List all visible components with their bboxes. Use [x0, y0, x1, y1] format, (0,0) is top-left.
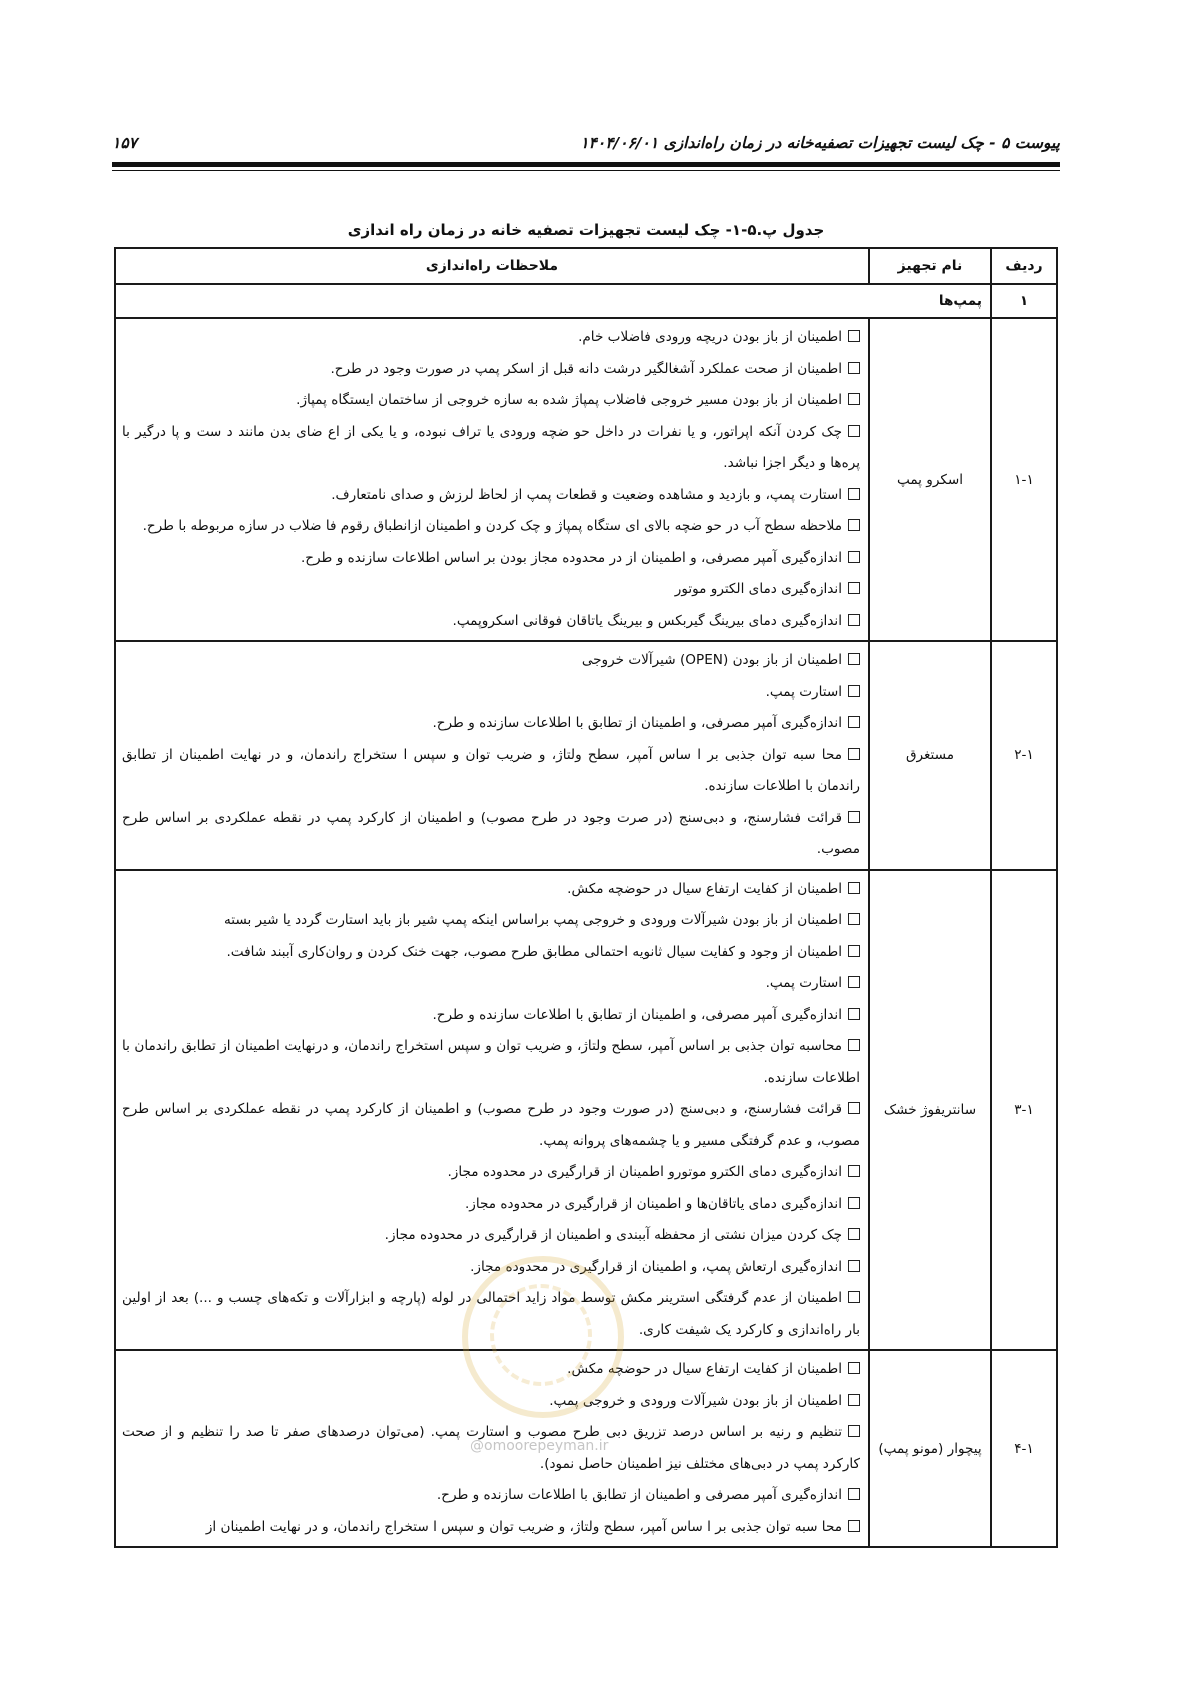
checkbox-icon[interactable] [848, 1425, 860, 1437]
checkbox-icon[interactable] [848, 1165, 860, 1177]
checkbox-icon[interactable] [848, 748, 860, 760]
row-number: ۱-۱ [991, 318, 1057, 641]
column-header-row-number: ردیف [991, 248, 1057, 284]
checklist-item [122, 1000, 860, 1032]
checklist-item [122, 905, 860, 937]
checklist-item [122, 322, 860, 354]
checklist-item-text: محاسبه توان جذبی بر اساس آمپر، سطح ولتاژ، و ضریب توان و سپس استخراج راندمان، و درنهایت اطمینان از تطابق راندمان با اطلاعات سازنده. [122, 1038, 860, 1086]
checklist-item [122, 968, 860, 1000]
checklist-item [122, 1157, 860, 1189]
checklist-item-text: محا سبه توان جذبی بر ا ساس آمپر، سطح ولتاژ، و ضریب توان و سپس ا ستخراج راندمان، و در نهایت اطمینان از [205, 1518, 842, 1535]
checklist-item [122, 1031, 860, 1094]
checklist-item-text: استارت پمپ، و بازدید و مشاهده وضعیت و قطعات پمپ از لحاظ لرزش و صدای نامتعارف. [331, 486, 842, 503]
checklist-item-text: اندازه‌گیری دمای بیرینگ گیربکس و بیرینگ یاتاقان فوقانی اسکروپمپ. [452, 612, 842, 629]
checklist-item [122, 645, 860, 677]
checklist-item [122, 1386, 860, 1418]
checklist-item-text: استارت پمپ. [765, 975, 842, 991]
checklist-item [122, 1189, 860, 1221]
column-header-notes: ملاحظات راه‌اندازی [115, 248, 869, 284]
checkbox-icon[interactable] [848, 976, 860, 988]
checklist-item [122, 574, 860, 606]
checklist-item [122, 511, 860, 543]
equipment-name: مستغرق [869, 641, 991, 870]
checkbox-icon[interactable] [848, 582, 860, 594]
checklist-item-text: اطمینان از صحت عملکرد آشغالگیر درشت دانه قبل از اسکر پمپ در صورت وجود در طرح. [330, 360, 842, 377]
checklist-item-text: اطمینان از باز بودن شیرآلات ورودی و خروجی پمپ براساس اینکه پمپ شیر باز باید استارت گردد یا شیر بسته [223, 912, 842, 928]
checkbox-icon[interactable] [848, 1260, 860, 1272]
checkbox-icon[interactable] [848, 1039, 860, 1051]
checklist-item [122, 1283, 860, 1346]
checkbox-icon[interactable] [848, 1488, 860, 1500]
checkbox-icon[interactable] [848, 1197, 860, 1209]
checklist-item-text: اطمینان از باز بودن شیرآلات ورودی و خروجی پمپ. [549, 1392, 842, 1409]
checkbox-icon[interactable] [848, 1520, 860, 1532]
checklist-item [122, 937, 860, 969]
checkbox-icon[interactable] [848, 1228, 860, 1240]
checkbox-icon[interactable] [848, 1362, 860, 1374]
checklist-item-text: چک کردن میزان نشتی از محفظه آببندی و اطمینان از قرارگیری در محدوده مجاز. [384, 1227, 842, 1243]
checkbox-icon[interactable] [848, 551, 860, 563]
header-title: پیوست ۵ - چک لیست تجهیزات تصفیه‌خانه در زمان راه‌اندازی ۱۴۰۴/۰۶/۰۱ [580, 134, 1060, 152]
checklist-item-text: اندازه‌گیری دمای الکترو موتورو اطمینان از قرارگیری در محدوده مجاز. [447, 1164, 842, 1180]
checklist-item [122, 385, 860, 417]
section-row [115, 284, 1057, 318]
notes-cell [115, 318, 869, 641]
section-label: پمپ‌ها [115, 284, 991, 318]
checklist-item [122, 740, 860, 803]
watermark-text: @omoorepeyman.ir [470, 1438, 609, 1454]
checkbox-icon[interactable] [848, 1102, 860, 1114]
checkbox-icon[interactable] [848, 519, 860, 531]
checklist-item [122, 543, 860, 575]
checklist-item-text: تنظیم و رنیه بر اساس درصد تزریق دبی طرح مصوب و استارت پمپ. (می‌توان درصدهای صفر تا صد را تنظیم و از صحت کارکرد پمپ در دبی‌های مختلف نیز اطمینان حاصل نمود). [122, 1424, 860, 1472]
checklist-item [122, 677, 860, 709]
checklist-item-text: قرائت فشارسنج، و دبی‌سنج (در صرت وجود در طرح مصوب) و اطمینان از کارکرد پمپ در نقطه عملکردی بر اساس طرح مصوب. [122, 809, 860, 857]
checkbox-icon[interactable] [848, 945, 860, 957]
checkbox-icon[interactable] [848, 811, 860, 823]
checkbox-icon[interactable] [848, 882, 860, 894]
checklist-item-text: قرائت فشارسنج، و دبی‌سنج (در صورت وجود در طرح مصوب) و اطمینان از کارکرد پمپ در نقطه عملکردی بر اساس طرح مصوب، و عدم گرفتگی مسیر و یا چشمه‌های پروانه پمپ. [122, 1101, 860, 1149]
checklist-item [122, 874, 860, 906]
equipment-name: اسکرو پمپ [869, 318, 991, 641]
checklist-item [122, 1094, 860, 1157]
equipment-name: سانتریفوژ خشک [869, 870, 991, 1351]
checklist-item [122, 354, 860, 386]
section-number: ۱ [991, 284, 1057, 318]
checkbox-icon[interactable] [848, 614, 860, 626]
checklist-item-text: ملاحظه سطح آب در حو ضچه بالای ای ستگاه پمپاژ و چک کردن و اطمینان ازانطباق رقوم فا ضلاب در سازه مربوطه با طرح. [142, 518, 842, 534]
checkbox-icon[interactable] [848, 330, 860, 342]
checklist-item-text: اطمینان از باز بودن مسیر خروجی فاضلاب پمپاژ شده به سازه خروجی از ساختمان ایستگاه پمپاژ. [296, 392, 842, 408]
checklist-item-text: اطمینان از باز بودن دریچه ورودی فاضلاب خام. [578, 329, 842, 345]
checklist-item-text: اطمینان از عدم گرفتگی استرینر مکش توسط مواد زاید احتمالی در لوله (پارچه و ابزارآلات و تکه‌های چسب و ...) بعد از اولین بار راه‌اندازی و کارکرد یک شیفت کاری. [122, 1290, 860, 1338]
header-rule-thin [112, 170, 1060, 171]
table-row [115, 870, 1057, 1351]
checklist-item-text: اطمینان از کفایت ارتفاع سیال در حوضچه مکش. [567, 880, 842, 897]
checklist-table [114, 247, 1058, 1548]
column-header-equipment: نام تجهیز [869, 248, 991, 284]
checklist-item [122, 1480, 860, 1512]
equipment-name: پیچوار (مونو پمپ) [869, 1350, 991, 1547]
checklist-item-text: اطمینان از کفایت ارتفاع سیال در حوضچه مکش. [567, 1361, 842, 1377]
checkbox-icon[interactable] [848, 1394, 860, 1406]
checklist-item [122, 417, 860, 480]
checklist-item-text: اندازه‌گیری دمای یاتاقان‌ها و اطمینان از قرارگیری در محدوده مجاز. [464, 1195, 842, 1212]
checklist-item-text: چک کردن آنکه اپراتور، و یا نفرات در داخل حو ضچه ورودی یا تراف نبوده، و یا یکی از اع ضای بدن مانند د ست و پا درگیر با پره‌ها و دیگر اجزا نباشد. [122, 423, 860, 471]
header-rule-thick [112, 162, 1060, 167]
notes-cell [115, 641, 869, 870]
checkbox-icon[interactable] [848, 488, 860, 500]
checklist-item [122, 1512, 860, 1544]
checklist-item-text: اندازه‌گیری آمپر مصرفی، و اطمینان از در محدوده مجاز بودن بر اساس اطلاعات سازنده و طرح. [300, 549, 842, 566]
checklist-item [122, 480, 860, 512]
checklist-item-text: اطمینان از وجود و کفایت سیال ثانویه احتمالی مطابق طرح مصوب، جهت خنک کردن و روان‌کاری آببند شافت. [226, 943, 842, 960]
checkbox-icon[interactable] [848, 393, 860, 405]
checklist-item [122, 1220, 860, 1252]
checkbox-icon[interactable] [848, 685, 860, 697]
checkbox-icon[interactable] [848, 913, 860, 925]
checkbox-icon[interactable] [848, 1291, 860, 1303]
checklist-item-text: اندازه‌گیری ارتعاش پمپ، و اطمینان از قرارگیری در محدوده مجاز. [470, 1258, 842, 1275]
checkbox-icon[interactable] [848, 653, 860, 665]
row-number: ۲-۱ [991, 641, 1057, 870]
checklist-item-text: استارت پمپ. [765, 683, 842, 700]
table-row [115, 318, 1057, 641]
page-header [112, 128, 1060, 162]
table-header-row [115, 248, 1057, 284]
notes-cell [115, 870, 869, 1351]
checklist-item [122, 606, 860, 638]
page-number: ۱۵۷ [112, 134, 137, 152]
checkbox-icon[interactable] [848, 1008, 860, 1020]
checklist-item-text: محا سبه توان جذبی بر ا ساس آمپر، سطح ولتاژ، و ضریب توان و سپس ا ستخراج راندمان، و در نهایت اطمینان از تطابق راندمان با اطلاعات سازنده. [122, 746, 860, 794]
checkbox-icon[interactable] [848, 425, 860, 437]
table-title: جدول پ.۵-۱- چک لیست تجهیزات تصفیه خانه در زمان راه اندازی [347, 221, 825, 239]
checkbox-icon[interactable] [848, 362, 860, 374]
checklist-item [122, 803, 860, 866]
checkbox-icon[interactable] [848, 716, 860, 728]
checklist-item [122, 708, 860, 740]
checklist-item-text: اندازه‌گیری آمپر مصرفی، و اطمینان از تطابق با اطلاعات سازنده و طرح. [432, 715, 842, 731]
checklist-item-text: اندازه‌گیری آمپر مصرفی و اطمینان از تطابق با اطلاعات سازنده و طرح. [436, 1487, 842, 1503]
row-number: ۴-۱ [991, 1350, 1057, 1547]
checklist-item-text: اندازه‌گیری آمپر مصرفی، و اطمینان از تطابق با اطلاعات سازنده و طرح. [432, 1006, 842, 1023]
checklist-item-text: اطمینان از باز بودن (OPEN) شیرآلات خروجی [581, 652, 842, 668]
checklist-item [122, 1354, 860, 1386]
checklist-item-text: اندازه‌گیری دمای الکترو موتور [674, 581, 842, 597]
checklist-item [122, 1252, 860, 1284]
table-row [115, 641, 1057, 870]
row-number: ۳-۱ [991, 870, 1057, 1351]
